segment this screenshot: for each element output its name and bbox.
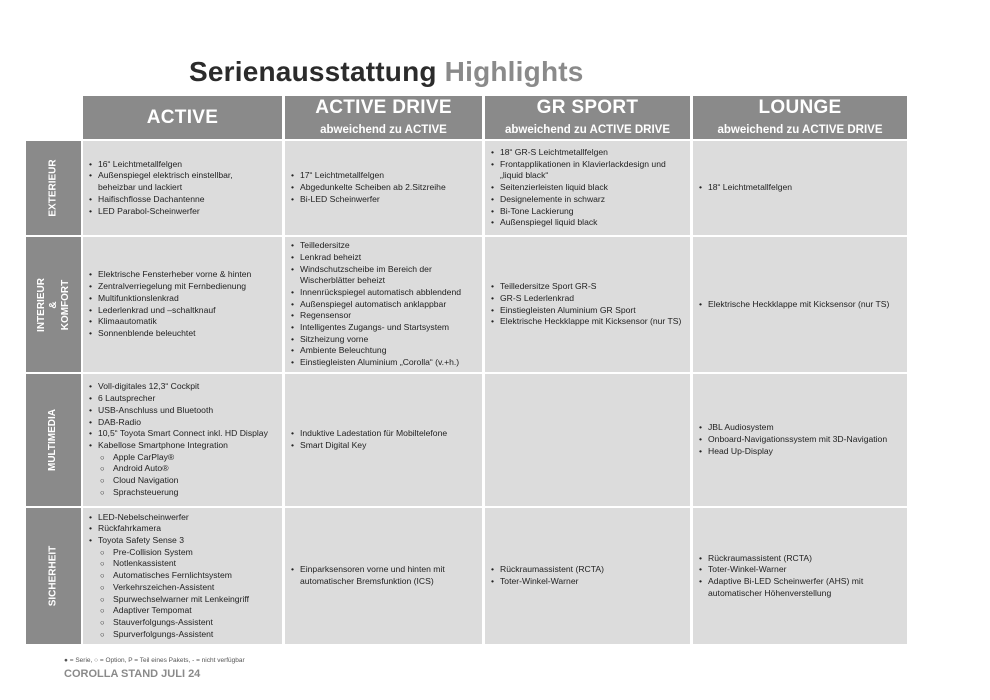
feature-list — [89, 269, 276, 339]
feature-item: • Elektrische Heckklappe mit Kicksensor (nur TS) — [491, 316, 684, 328]
feature-item: • Rückraumassistent (RCTA) — [491, 564, 684, 576]
row-label-text — [48, 546, 60, 607]
feature-item: • Elektrische Heckklappe mit Kicksensor (nur TS) — [699, 299, 901, 311]
feature-item: • Multifunktionslenkrad — [89, 293, 276, 305]
feature-item: • 18“ Leichtmetallfelgen — [699, 182, 901, 194]
feature-list — [291, 564, 476, 587]
row-label-line: KOMFORT — [59, 279, 71, 330]
feature-list — [89, 512, 276, 641]
cell-interieur-gr-sport — [485, 237, 690, 372]
feature-list — [291, 170, 476, 205]
row-label-interieur — [26, 237, 81, 372]
feature-item: • Induktive Ladestation für Mobiltelefone — [291, 428, 476, 440]
cell-multimedia-active-drive — [285, 374, 482, 506]
feature-list — [291, 240, 476, 369]
feature-item: • LED Parabol-Scheinwerfer — [89, 206, 276, 218]
feature-item: • Bi-LED Scheinwerfer — [291, 194, 476, 206]
column-title: ACTIVE — [146, 106, 219, 128]
feature-list — [699, 299, 901, 311]
feature-item: • Kabellose Smartphone Integration — [89, 440, 276, 452]
cell-interieur-lounge — [693, 237, 907, 372]
feature-item: • Lederlenkrad und –schaltknauf — [89, 305, 276, 317]
feature-item: • 17“ Leichtmetallfelgen — [291, 170, 476, 182]
feature-list — [491, 147, 684, 229]
feature-list — [291, 428, 476, 451]
feature-item: • Außenspiegel elektrisch einstellbar, — [89, 170, 276, 182]
feature-item: • Adaptive Bi-LED Scheinwerfer (AHS) mit — [699, 576, 901, 588]
feature-item: • Voll-digitales 12,3“ Cockpit — [89, 381, 276, 393]
row-label-line: MULTIMEDIA — [47, 408, 59, 472]
cell-sicherheit-active-drive — [285, 508, 482, 644]
feature-item: • Abgedunkelte Scheiben ab 2.Sitzreihe — [291, 182, 476, 194]
feature-list — [89, 381, 276, 498]
feature-item: • Frontapplikationen in Klavierlackdesign und — [491, 159, 684, 171]
feature-item: • DAB-Radio — [89, 417, 276, 429]
column-header-gr-sport — [485, 96, 690, 139]
feature-item: automatischer Höhenverstellung — [708, 587, 832, 598]
feature-item: • Onboard-Navigationssystem mit 3D-Navigation — [699, 434, 901, 446]
feature-item: • Einstiegleisten Aluminium „Corolla“ (v.+h.) — [291, 357, 476, 369]
legend-note: ● = Serie, ○ = Option, P = Teil eines Pakets, - = nicht verfügbar — [64, 657, 245, 664]
row-label-line: EXTERIEUR — [47, 159, 59, 217]
row-label-multimedia — [26, 374, 81, 506]
feature-item: • Haifischflosse Dachantenne — [89, 194, 276, 206]
feature-item: ○ Adaptiver Tempomat — [89, 605, 276, 617]
feature-item: • Bi-Tone Lackierung — [491, 206, 684, 218]
feature-item: ○ Notlenkassistent — [89, 558, 276, 570]
row-label-line: & — [47, 300, 59, 309]
feature-item: • GR-S Lederlenkrad — [491, 293, 684, 305]
feature-item: • Head Up-Display — [699, 446, 901, 458]
footer-label — [64, 668, 200, 680]
feature-item: • Intelligentes Zugangs- und Startsystem — [291, 322, 476, 334]
feature-item: ○ Stauverfolgungs-Assistent — [89, 617, 276, 629]
cell-exterieur-gr-sport — [485, 141, 690, 235]
feature-item: • LED-Nebelscheinwerfer — [89, 512, 276, 524]
feature-item: ○ Verkehrszeichen-Assistent — [89, 582, 276, 594]
feature-item: • Einparksensoren vorne und hinten mit — [291, 564, 476, 576]
feature-item: • Teilledersitze Sport GR-S — [491, 281, 684, 293]
feature-item: • Seitenzierleisten liquid black — [491, 182, 684, 194]
feature-item: ○ Apple CarPlay® — [89, 452, 276, 464]
feature-item: • Elektrische Fensterheber vorne & hinten — [89, 269, 276, 281]
feature-item: „liquid black“ — [500, 170, 549, 181]
row-label-line: INTERIEUR — [35, 277, 47, 332]
title-main: Serienausstattung — [189, 56, 437, 87]
feature-item: ○ Spurverfolgungs-Assistent — [89, 629, 276, 641]
feature-item: • JBL Audiosystem — [699, 422, 901, 434]
column-title: ACTIVE DRIVE — [315, 97, 452, 118]
feature-list — [699, 422, 901, 457]
footer-date: STAND JULI 24 — [121, 668, 201, 680]
feature-item: • Toter-Winkel-Warner — [699, 564, 901, 576]
column-subtitle: abweichend zu ACTIVE DRIVE — [504, 124, 671, 136]
feature-item: ○ Spurwechselwarner mit Lenkeingriff — [89, 594, 276, 606]
row-label-text — [48, 159, 60, 216]
column-header-active — [83, 96, 282, 139]
cell-sicherheit-active — [83, 508, 282, 644]
feature-item: ○ Sprachsteuerung — [89, 487, 276, 499]
cell-sicherheit-lounge — [693, 508, 907, 644]
column-subtitle: abweichend zu ACTIVE DRIVE — [717, 124, 883, 136]
feature-item: • Zentralverriegelung mit Fernbedienung — [89, 281, 276, 293]
cell-interieur-active-drive — [285, 237, 482, 372]
feature-item: • Ambiente Beleuchtung — [291, 345, 476, 357]
feature-item: • Smart Digital Key — [291, 440, 476, 452]
feature-item: ○ Cloud Navigation — [89, 475, 276, 487]
feature-item: • Designelemente in schwarz — [491, 194, 684, 206]
feature-item: Wischerblätter beheizt — [300, 275, 386, 286]
cell-exterieur-active — [83, 141, 282, 235]
column-header-lounge — [693, 96, 907, 139]
feature-item: • Sonnenblende beleuchtet — [89, 328, 276, 340]
feature-item: • USB-Anschluss und Bluetooth — [89, 405, 276, 417]
feature-item: • Rückfahrkamera — [89, 523, 276, 535]
feature-list — [89, 159, 276, 218]
feature-item: • Einstiegleisten Aluminium GR Sport — [491, 305, 684, 317]
feature-item: • 16“ Leichtmetallfelgen — [89, 159, 276, 171]
row-label-exterieur — [26, 141, 81, 235]
cell-multimedia-active — [83, 374, 282, 506]
feature-item: • 18“ GR-S Leichtmetallfelgen — [491, 147, 684, 159]
row-label-sicherheit — [26, 508, 81, 644]
feature-item: • Toyota Safety Sense 3 — [89, 535, 276, 547]
column-header-active-drive — [285, 96, 482, 139]
feature-item: • Innenrückspiegel automatisch abblendend — [291, 287, 476, 299]
feature-item: ○ Pre-Collision System — [89, 547, 276, 559]
column-title: GR SPORT — [536, 97, 639, 118]
feature-item: • Sitzheizung vorne — [291, 334, 476, 346]
cell-exterieur-active-drive — [285, 141, 482, 235]
feature-item: • Lenkrad beheizt — [291, 252, 476, 264]
row-label-line: SICHERHEIT — [47, 545, 59, 607]
column-title: LOUNGE — [758, 97, 842, 118]
cell-multimedia-gr-sport — [485, 374, 690, 506]
feature-item: • Außenspiegel liquid black — [491, 217, 684, 229]
feature-item: beheizbar und lackiert — [98, 182, 183, 193]
feature-item: • Außenspiegel automatisch anklappbar — [291, 299, 476, 311]
feature-list — [491, 281, 684, 328]
cell-interieur-active — [83, 237, 282, 372]
feature-list — [699, 182, 901, 194]
column-subtitle: abweichend zu ACTIVE — [320, 124, 447, 136]
feature-item: • 6 Lautsprecher — [89, 393, 276, 405]
feature-item: • Teilledersitze — [291, 240, 476, 252]
cell-multimedia-lounge — [693, 374, 907, 506]
title-highlight: Highlights — [444, 56, 584, 87]
feature-item: ○ Automatisches Fernlichtsystem — [89, 570, 276, 582]
feature-item: • Windschutzscheibe im Bereich der — [291, 264, 476, 276]
page-title — [189, 56, 584, 88]
feature-item: automatischer Bremsfunktion (ICS) — [300, 576, 434, 586]
feature-item: • Klimaautomatik — [89, 316, 276, 328]
feature-item: ○ Android Auto® — [89, 463, 276, 475]
feature-list — [699, 553, 901, 600]
cell-exterieur-lounge — [693, 141, 907, 235]
feature-item: • Rückraumassistent (RCTA) — [699, 553, 901, 565]
feature-item: • Toter-Winkel-Warner — [491, 576, 684, 588]
footer-model: COROLLA — [64, 668, 118, 680]
cell-sicherheit-gr-sport — [485, 508, 690, 644]
row-label-text — [48, 409, 60, 471]
feature-item: • 10,5“ Toyota Smart Connect inkl. HD Display — [89, 428, 276, 440]
feature-list — [491, 564, 684, 587]
row-label-text — [36, 278, 72, 332]
feature-item: • Regensensor — [291, 310, 476, 322]
